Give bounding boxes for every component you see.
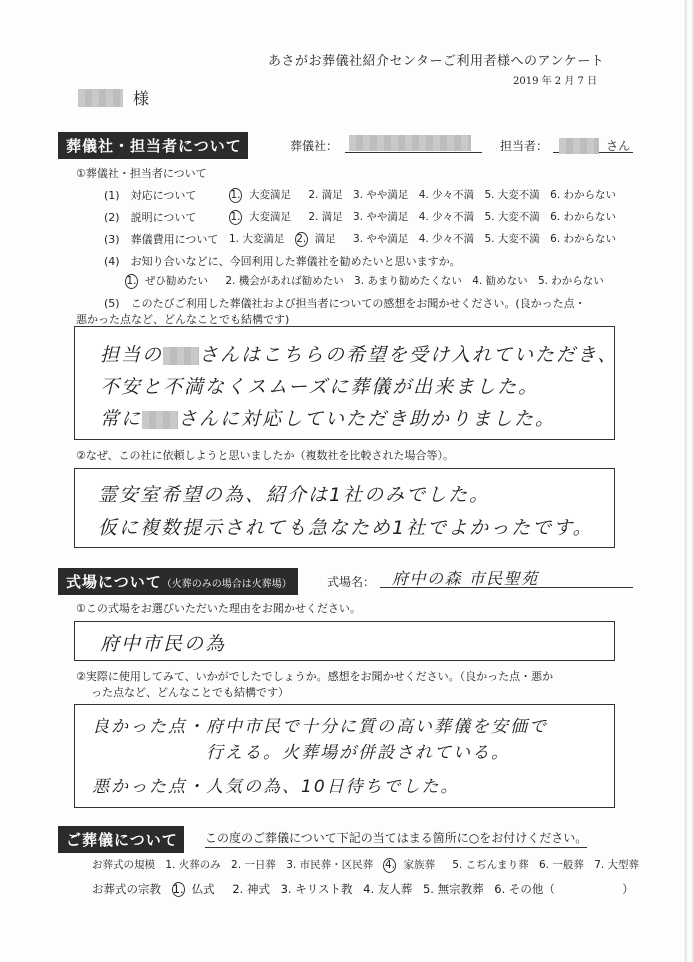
option: 5. 大変不満: [484, 189, 540, 201]
handwritten-answer-5-line-1: 担当の さんはこちらの希望を受け入れていただき、: [100, 344, 619, 366]
handwritten-venue-answer-2-line-1: 良かった点・府中市民で十分に質の高い葬儀を安価で: [92, 717, 548, 737]
option: 4. 勧めない: [472, 275, 528, 287]
option: 1. 大変満足: [229, 233, 285, 245]
circle-mark: 4.: [384, 859, 395, 871]
redacted-name: [78, 89, 123, 107]
option: 1. 火葬のみ: [165, 859, 221, 871]
option: 4. 少々不満: [418, 189, 475, 201]
option: 6. 一般葬: [539, 859, 584, 871]
handwritten-venue-answer-2-line-3: 悪かった点・人気の為、10日待ちでした。: [92, 777, 460, 797]
section-heading-funeral: ご葬儀について: [58, 826, 184, 853]
section-heading-venue: 式場について（火葬のみの場合は火葬場）: [58, 568, 298, 595]
option: 6. その他（: [494, 882, 555, 896]
question-6: ②なぜ、この社に依頼しようと思いましたか（複数社を比較された場合等）。: [76, 449, 455, 462]
venue-question-2-line-1: ②実際に使用してみて、いかがでしたでしょうか。感想をお聞かせください。（良かった点・悪か: [76, 670, 554, 683]
option-selected: 1. 大変満足: [230, 211, 291, 223]
option-selected: 2. 満足: [296, 233, 336, 245]
option: 3. あまり勧めたくない: [354, 275, 462, 287]
option: 6. わからない: [550, 233, 617, 245]
venue-label: 式場名：: [327, 575, 376, 589]
option-selected: 1. 仏式: [172, 882, 215, 896]
option: 3. 市民葬・区民葬: [286, 859, 374, 871]
funeral-instruction: この度のご葬儀について下記の当てはまる箇所に○をお付けください。: [205, 829, 587, 848]
circle-mark: 2.: [296, 233, 307, 245]
funeral-scale-row: [92, 857, 646, 873]
option: 6. わからない: [550, 211, 617, 223]
handwritten-venue-answer-2-line-2: 行える。火葬場が併設されている。: [206, 743, 510, 763]
question-2-options: [229, 209, 623, 225]
venue-question-2-line-2: った点など、どんなことでも結構です）: [91, 686, 289, 699]
circle-mark: 1.: [230, 189, 241, 201]
staff-field: [553, 135, 633, 153]
option: 3. やや満足: [353, 189, 409, 201]
redacted-staff: [559, 138, 599, 154]
venue-field: [380, 566, 633, 588]
company-field: [345, 135, 482, 153]
option: 2. 一日葬: [231, 859, 276, 871]
handwritten-answer-5-line-3: 常に さんに対応していただき助かりました。: [100, 408, 557, 430]
redacted-staff-name: [163, 347, 199, 365]
survey-date: 2019 年 2 月 7 日: [513, 76, 598, 87]
option: 3. キリスト教: [280, 882, 353, 896]
option: 3. やや満足: [353, 233, 409, 245]
question-5-line-2: 悪かった点など、どんなことでも結構です): [76, 313, 290, 326]
handwritten-answer-5-line-2: 不安と不満なくスムーズに葬儀が出来ました。: [100, 376, 540, 398]
option: 5. 無宗教葬: [422, 882, 484, 896]
heading-note: （火葬のみの場合は火葬場）: [161, 579, 292, 590]
page-fold-shadow: [684, 0, 687, 962]
option-selected: 4. 家族葬: [384, 859, 435, 871]
option: 5. 大変不満: [484, 211, 540, 223]
company-label: 葬儀社：: [290, 139, 339, 153]
recipient-suffix: 様: [133, 89, 150, 108]
circle-mark: 1.: [172, 882, 184, 896]
venue-question-1: ①この式場をお選びいただいた理由をお聞かせください。: [76, 602, 361, 615]
question-3-label: (3) 葬儀費用について: [104, 233, 219, 246]
recipient-line: [78, 86, 149, 109]
option: 7. 大型葬: [594, 859, 640, 871]
question-2-label: (2) 説明について: [104, 211, 197, 224]
handwritten-answer-6-line-1: 霊安室希望の為、紹介は1社のみでした。: [98, 484, 491, 506]
circle-mark: 1.: [230, 211, 241, 223]
option: 2. 満足: [308, 211, 343, 223]
question-5-line-1: (5) このたびご利用した葬儀社および担当者についての感想をお聞かせください。(良かった点・: [104, 297, 586, 310]
question-4-options: [125, 273, 611, 289]
question-1-label: (1) 対応について: [104, 189, 197, 202]
redacted-company: [349, 135, 471, 151]
option: 2. 神式: [232, 882, 270, 896]
funeral-religion-row: [92, 881, 641, 897]
option-close: ）: [622, 882, 634, 896]
question-4-label: (4) お知り合いなどに、今回利用した葬儀社を勧めたいと思いますか。: [104, 255, 461, 268]
option-selected: 1. 大変満足: [230, 189, 291, 201]
circle-mark: 1.: [126, 275, 137, 287]
section-heading-funeral-company: 葬儀社・担当者について: [58, 132, 248, 159]
question-intro: ①葬儀社・担当者について: [76, 167, 207, 180]
option: 6. わからない: [550, 189, 617, 201]
option-selected: 1. ぜひ勧めたい: [126, 275, 208, 287]
redacted-staff-name: [142, 411, 178, 429]
option: 4. 少々不満: [418, 211, 475, 223]
option: 2. 満足: [308, 189, 343, 201]
option: 5. わからない: [537, 275, 604, 287]
survey-title: あさがお葬儀社紹介センターご利用者様へのアンケート: [268, 54, 605, 69]
option: 2. 機会があれば勧めたい: [225, 275, 344, 287]
staff-suffix: さん: [606, 139, 631, 153]
question-1-options: [229, 187, 623, 203]
funeral-scale-label: お葬式の規模: [92, 859, 155, 871]
funeral-religion-label: お葬式の宗教: [92, 882, 161, 896]
option: 4. 少々不満: [418, 233, 475, 245]
option: 3. やや満足: [353, 211, 409, 223]
option: 5. こぢんまり葬: [452, 859, 529, 871]
handwritten-venue-answer-1: 府中市民の為: [100, 633, 227, 655]
handwritten-venue-name: 府中の森 市民聖苑: [392, 569, 539, 588]
option: 4. 友人葬: [363, 882, 413, 896]
staff-label: 担当者：: [500, 139, 549, 153]
question-3-options: [229, 231, 623, 247]
option: 5. 大変不満: [484, 233, 540, 245]
handwritten-answer-6-line-2: 仮に複数提示されても急なため1社でよかったです。: [98, 517, 594, 539]
